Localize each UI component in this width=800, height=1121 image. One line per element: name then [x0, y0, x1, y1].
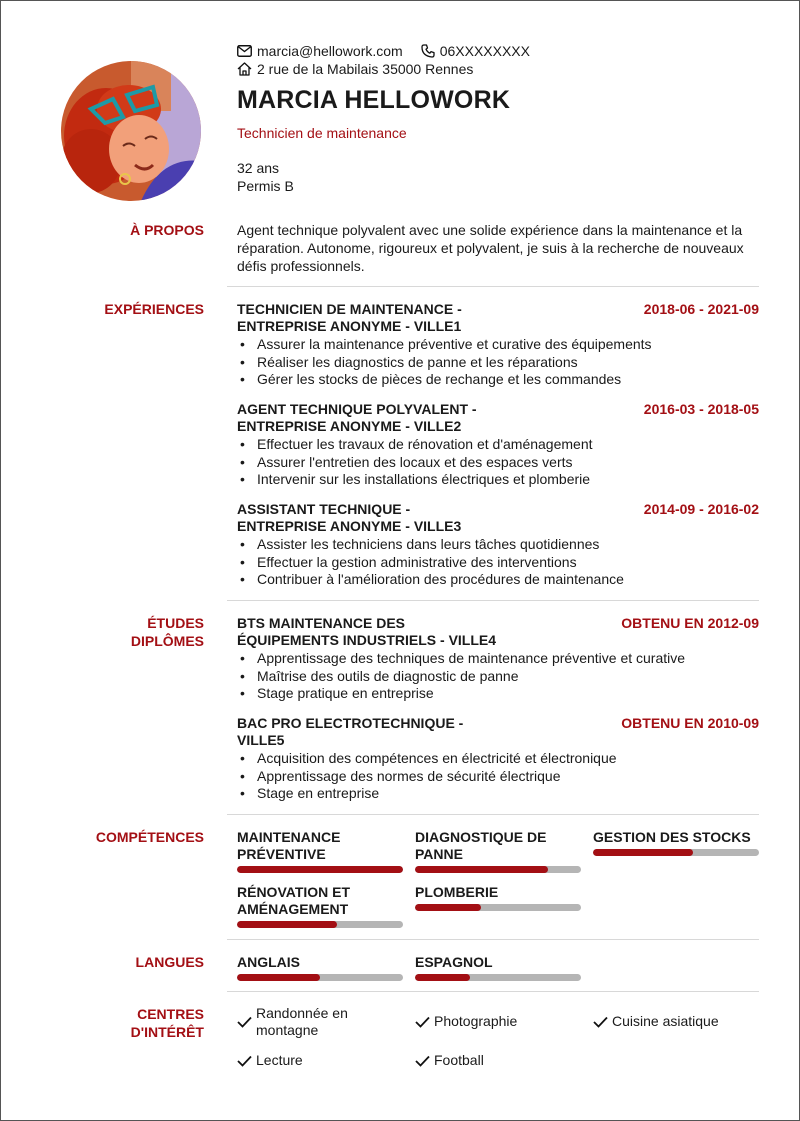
experience-entry — [237, 301, 759, 389]
interest-text: Football — [434, 1052, 484, 1068]
list-item: • Apprentissage des normes de sécurité électrique — [237, 768, 759, 786]
experience-dates: 2018-06 - 2021-09 — [643, 301, 759, 317]
interest-item — [237, 1005, 348, 1039]
address-text: 2 rue de la Mabilais 35000 Rennes — [257, 61, 474, 77]
separator — [227, 939, 759, 940]
profile-photo — [61, 61, 201, 201]
phone-icon — [421, 44, 435, 58]
email-text: marcia@hellowork.com — [257, 43, 403, 59]
language-level-fill — [237, 974, 320, 981]
age: 32 ans — [237, 160, 280, 176]
envelope-icon — [237, 45, 252, 57]
skill-level-fill — [593, 849, 693, 856]
skill-level-fill — [415, 904, 481, 911]
experience-title: ASSISTANT TECHNIQUE - ENTREPRISE ANONYME - VILLE3 — [237, 501, 462, 534]
skill-name: RÉNOVATION ET AMÉNAGEMENT — [237, 884, 351, 917]
separator — [227, 814, 759, 815]
interest-text: Photographie — [434, 1013, 518, 1029]
section-label-languages: LANGUES — [135, 954, 204, 970]
experience-title: TECHNICIEN DE MAINTENANCE - ENTREPRISE ANONYME - VILLE1 — [237, 301, 462, 334]
candidate-name: MARCIA HELLOWORK — [237, 86, 511, 114]
section-label-education: ÉTUDES DIPLÔMES — [130, 615, 204, 649]
skill-level-fill — [415, 866, 548, 873]
interest-item — [415, 1052, 484, 1069]
checkmark-icon — [415, 1055, 430, 1067]
list-item: • Assister les techniciens dans leurs tâches quotidiennes — [237, 536, 759, 554]
list-item: • Effectuer la gestion administrative des interventions — [237, 554, 759, 572]
skill-level-bar — [237, 921, 403, 928]
home-icon — [237, 62, 252, 76]
section-label-interests: CENTRES D'INTÉRÊT — [130, 1006, 204, 1040]
list-item: • Gérer les stocks de pièces de rechange et les commandes — [237, 371, 759, 389]
skill-name: MAINTENANCE PRÉVENTIVE — [237, 829, 341, 862]
interest-text: Randonnée en montagne — [256, 1005, 348, 1038]
skill-item — [237, 884, 403, 928]
checkmark-icon — [415, 1016, 430, 1028]
skill-level-bar — [237, 866, 403, 873]
education-entry — [237, 715, 759, 803]
contact-block — [237, 42, 548, 78]
skill-level-fill — [237, 866, 403, 873]
language-name: ESPAGNOL — [415, 954, 493, 970]
language-level-fill — [415, 974, 470, 981]
email-item[interactable] — [237, 42, 403, 60]
skill-level-bar — [593, 849, 759, 856]
section-label-about: À PROPOS — [130, 222, 204, 238]
language-name: ANGLAIS — [237, 954, 300, 970]
language-item — [237, 954, 403, 981]
list-item: • Effectuer les travaux de rénovation et d'aménagement — [237, 436, 759, 454]
experience-entry — [237, 501, 759, 589]
education-entry — [237, 615, 759, 703]
separator — [227, 600, 759, 601]
list-item: • Acquisition des compétences en électricité et électronique — [237, 750, 759, 768]
education-details — [237, 750, 759, 803]
list-item: • Stage en entreprise — [237, 785, 759, 803]
address-item — [237, 60, 473, 78]
education-date: OBTENU EN 2010-09 — [621, 715, 759, 731]
personal-info — [237, 159, 294, 195]
experience-dates: 2014-09 - 2016-02 — [643, 501, 759, 517]
separator — [227, 991, 759, 992]
skill-level-fill — [237, 921, 337, 928]
phone-item[interactable] — [421, 42, 530, 60]
checkmark-icon — [593, 1016, 608, 1028]
list-item: • Maîtrise des outils de diagnostic de panne — [237, 668, 759, 686]
list-item: • Assurer la maintenance préventive et curative des équipements — [237, 336, 759, 354]
interest-item — [593, 1013, 719, 1030]
checkmark-icon — [237, 1055, 252, 1067]
interest-text: Lecture — [256, 1052, 303, 1068]
section-label-skills: COMPÉTENCES — [95, 829, 204, 845]
education-title: BAC PRO ELECTROTECHNIQUE - VILLE5 — [237, 715, 464, 748]
experience-dates: 2016-03 - 2018-05 — [643, 401, 759, 417]
list-item: • Intervenir sur les installations électriques et plomberie — [237, 471, 759, 489]
skill-item — [593, 829, 759, 856]
experience-tasks — [237, 536, 759, 589]
education-date: OBTENU EN 2012-09 — [621, 615, 759, 631]
list-item: • Réaliser les diagnostics de panne et les réparations — [237, 354, 759, 372]
skill-name: PLOMBERIE — [415, 884, 499, 900]
interest-item — [237, 1052, 303, 1069]
skill-item — [237, 829, 403, 873]
experience-entry — [237, 401, 759, 489]
experience-title: AGENT TECHNIQUE POLYVALENT - ENTREPRISE ANONYME - VILLE2 — [237, 401, 477, 434]
language-level-bar — [237, 974, 403, 981]
job-title: Technicien de maintenance — [237, 125, 407, 141]
list-item: • Contribuer à l'amélioration des procédures de maintenance — [237, 571, 759, 589]
language-item — [415, 954, 581, 981]
list-item: • Apprentissage des techniques de maintenance préventive et curative — [237, 650, 759, 668]
separator — [227, 286, 759, 287]
skill-name: DIAGNOSTIQUE DE PANNE — [415, 829, 547, 862]
skill-level-bar — [415, 866, 581, 873]
experience-tasks — [237, 336, 759, 389]
interest-text: Cuisine asiatique — [612, 1013, 719, 1029]
education-details — [237, 650, 759, 703]
language-level-bar — [415, 974, 581, 981]
skill-item — [415, 884, 581, 911]
experience-tasks — [237, 436, 759, 489]
checkmark-icon — [237, 1016, 252, 1028]
driving-license: Permis B — [237, 178, 294, 194]
about-text: Agent technique polyvalent avec une solide expérience dans la maintenance et la réparation. Autonome, rigoureux et polyvalent, je suis à la recherche de nouveaux défis professionnels. — [237, 222, 744, 274]
skill-level-bar — [415, 904, 581, 911]
education-title: BTS MAINTENANCE DES ÉQUIPEMENTS INDUSTRIELS - VILLE4 — [237, 615, 497, 648]
phone-text: 06XXXXXXXX — [439, 43, 530, 59]
section-label-experiences: EXPÉRIENCES — [104, 301, 204, 317]
skill-name: GESTION DES STOCKS — [593, 829, 751, 845]
skill-item — [415, 829, 581, 873]
list-item: • Assurer l'entretien des locaux et des espaces verts — [237, 454, 759, 472]
interest-item — [415, 1013, 517, 1030]
list-item: • Stage pratique en entreprise — [237, 685, 759, 703]
